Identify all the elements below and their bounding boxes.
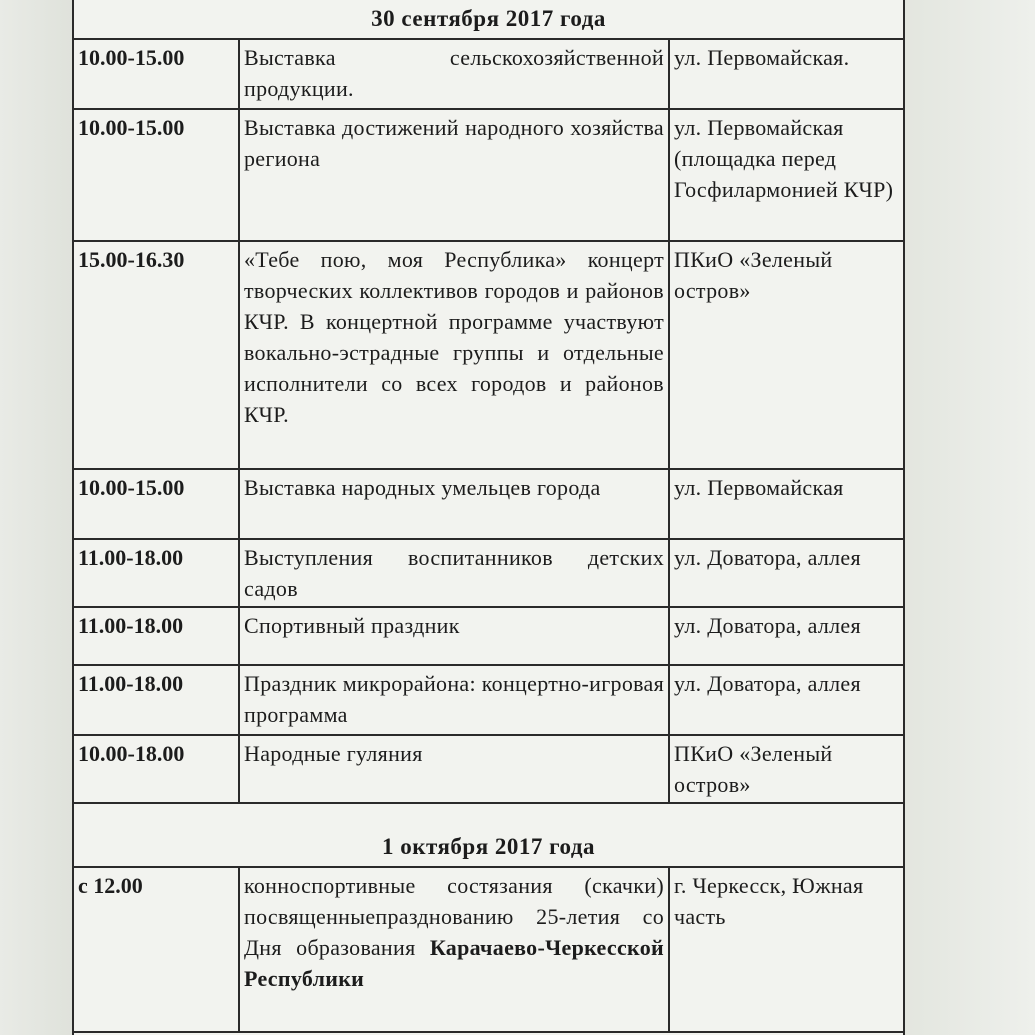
table-row bbox=[74, 241, 905, 469]
event-location: ул. Доватора, аллея bbox=[669, 665, 905, 735]
table-row bbox=[74, 607, 905, 665]
schedule-document bbox=[72, 0, 905, 1035]
section-date-heading: 1 октября 2017 года bbox=[381, 834, 596, 859]
event-location: г. Черкесск, Южная часть bbox=[669, 867, 905, 1032]
event-description: Выставка достижений народного хозяйства региона bbox=[239, 109, 669, 241]
event-time: 10.00-18.00 bbox=[74, 735, 239, 803]
event-location: ул. Первомайская (площадка перед Госфилармонией КЧР) bbox=[669, 109, 905, 241]
event-time: 15.00-16.30 bbox=[74, 241, 239, 469]
table-row bbox=[74, 665, 905, 735]
event-location: ул. Доватора, аллея bbox=[669, 539, 905, 607]
event-location: ул. Первомайская bbox=[669, 469, 905, 539]
schedule-table bbox=[74, 38, 905, 804]
event-description bbox=[239, 867, 669, 1032]
event-description: Выставка сельскохозяйственной продукции. bbox=[239, 39, 669, 109]
event-description: Выступления воспитанников детских садов bbox=[239, 539, 669, 607]
background-left bbox=[0, 0, 72, 1035]
event-time: 11.00-18.00 bbox=[74, 665, 239, 735]
event-time: 10.00-15.00 bbox=[74, 39, 239, 109]
event-location: ПКиО «Зеленый остров» bbox=[669, 735, 905, 803]
event-time: с 12.00 bbox=[74, 867, 239, 1032]
event-location: ул. Доватора, аллея bbox=[669, 607, 905, 665]
event-description: Праздник микрорайона: концертно-игровая программа bbox=[239, 665, 669, 735]
table-row bbox=[74, 109, 905, 241]
event-description-text: конноспортивные состязания (скачки) посвященныепразднованию 25-летия со Дня образования bbox=[244, 873, 664, 960]
event-description-bold: Карачаево-Черкесской Республики bbox=[244, 935, 664, 991]
event-location: ПКиО «Зеленый остров» bbox=[669, 241, 905, 469]
event-time: 10.00-15.00 bbox=[74, 109, 239, 241]
event-description: «Тебе пою, моя Республика» концерт творческих коллективов городов и районов КЧР. В концертной программе участвуют вокально-эстрадные группы и отдельные исполнители со всех городов и районов КЧР. bbox=[239, 241, 669, 469]
event-description: Спортивный праздник bbox=[239, 607, 669, 665]
section-date-heading: 30 сентября 2017 года bbox=[371, 6, 606, 31]
background-right bbox=[905, 0, 1035, 1035]
event-time: 10.00-15.00 bbox=[74, 469, 239, 539]
event-time: 11.00-18.00 bbox=[74, 539, 239, 607]
schedule-table bbox=[74, 866, 905, 1033]
table-row bbox=[74, 867, 905, 1032]
table-row bbox=[74, 735, 905, 803]
table-row bbox=[74, 539, 905, 607]
table-row bbox=[74, 469, 905, 539]
event-description: Народные гуляния bbox=[239, 735, 669, 803]
event-description: Выставка народных умельцев города bbox=[239, 469, 669, 539]
event-time: 11.00-18.00 bbox=[74, 607, 239, 665]
event-location: ул. Первомайская. bbox=[669, 39, 905, 109]
table-row bbox=[74, 39, 905, 109]
